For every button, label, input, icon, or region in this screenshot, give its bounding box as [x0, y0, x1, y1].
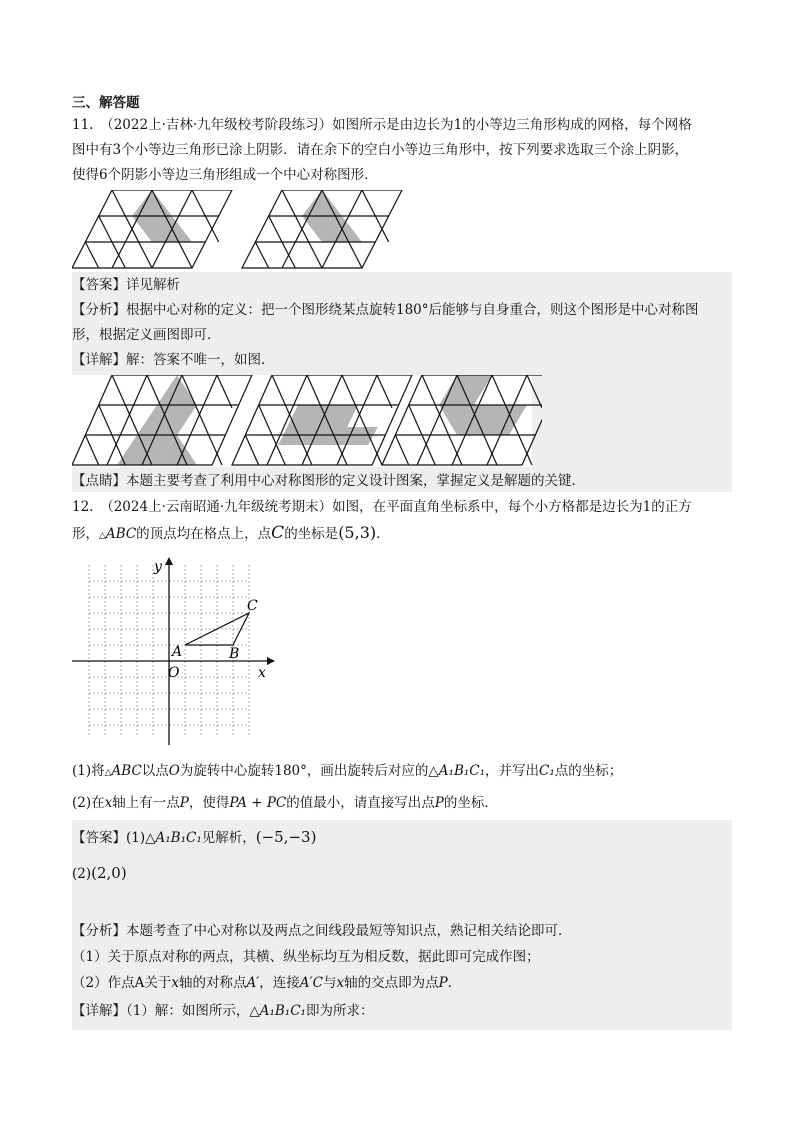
- q12-analysis-3: [72, 972, 732, 994]
- q12-text: 点的坐标；: [554, 763, 623, 779]
- answer-label: 【答案】: [72, 830, 126, 846]
- q11-answer-figures: [72, 375, 542, 467]
- q11-answer: 【答案】详见解析: [72, 277, 180, 293]
- triangle-a1b1c1: △A₁B₁C₁: [428, 763, 486, 779]
- point-c-label: C: [247, 598, 258, 614]
- q12-text: (2)在: [72, 795, 105, 811]
- q11-g2-shade-1: [302, 190, 342, 216]
- q12-answer-1: [72, 826, 732, 849]
- expr-pa-pc: PA + PC: [229, 795, 287, 811]
- point-a-label: A: [172, 644, 183, 660]
- q12-part1: [72, 760, 732, 784]
- segment-a-prime-c: A′C: [299, 975, 323, 991]
- q11-comment: 【点睛】本题主要考查了利用中心对称图形的定义设计图案，掌握定义是解题的关键．: [72, 473, 585, 489]
- point-o: O: [168, 763, 180, 779]
- q12-text: 为旋转中心旋转180°，画出旋转后对应的: [179, 763, 429, 779]
- q12-text: 的坐标是: [284, 526, 339, 542]
- var-p: P: [438, 975, 448, 991]
- q12-answer-2: [72, 862, 732, 885]
- q11-analysis-2: 形，根据定义画图即可．: [72, 327, 221, 343]
- answer-text: 见解析，: [201, 830, 256, 846]
- answer-part-num: (2): [72, 866, 92, 882]
- q12-text: (1)将: [72, 763, 105, 779]
- var-x: x: [104, 795, 113, 811]
- q12-detail: [72, 1000, 732, 1022]
- triangle-a1b1c1: △A₁B₁C₁: [145, 830, 202, 846]
- q12-text: 轴的对称点: [178, 975, 247, 991]
- q11-grid-2: [242, 190, 402, 268]
- q12-text: 的坐标．: [443, 795, 498, 811]
- q12-text: 即为所求：: [305, 1003, 374, 1019]
- triangle-abc: ABC: [111, 763, 142, 779]
- q11-line1: 11. （2022上·吉林·九年级校考阶段练习）如图所示是由边长为1的小等边三角形构成的网格，每个网格: [72, 117, 692, 133]
- q12-text: ，并写出: [485, 763, 540, 779]
- coordinate-grid: [72, 555, 292, 755]
- triangle-symbol: △: [99, 531, 106, 541]
- q12-text: ．: [376, 526, 390, 542]
- answer-part-num: (1): [126, 830, 146, 846]
- q11-line3: 使得6个阴影小等边三角形组成一个中心对称图形．: [72, 167, 378, 183]
- point-a-prime: A′: [246, 975, 260, 991]
- q12-text: 的值最小，请直接写出点: [286, 795, 435, 811]
- var-x: x: [336, 975, 345, 991]
- origin-label: O: [168, 665, 180, 681]
- var-x: x: [171, 975, 179, 991]
- q12-text: ，使得: [188, 795, 230, 811]
- q12-analysis-1: 【分析】本题考查了中心对称以及两点之间线段最短等知识点，熟记相关结论即可．: [72, 923, 572, 939]
- var-p: P: [434, 795, 444, 811]
- point-b-label: B: [229, 646, 240, 662]
- q12-part2: [72, 792, 732, 814]
- q12-text: ．: [447, 975, 462, 991]
- q12-text: 以点: [141, 763, 169, 779]
- triangle-a1b1c1: △A₁B₁C₁: [249, 1003, 306, 1019]
- q11-grid-1: [72, 190, 232, 268]
- q12-text: 轴的交点即为点: [344, 975, 439, 991]
- triangle-symbol: △: [104, 768, 112, 778]
- triangle-abc: ABC: [105, 526, 137, 542]
- point-c1: C₁: [539, 763, 555, 779]
- var-p: P: [179, 795, 189, 811]
- answer-c1-coordinate: (−5,−3): [255, 828, 317, 846]
- q11-g1-shade-1: [132, 190, 172, 216]
- q12-text: 与: [322, 975, 337, 991]
- q11-analysis-1: 【分析】根据中心对称的定义：把一个图形绕某点旋转180°后能够与自身重合，则这个图形是中心对称图: [72, 302, 699, 318]
- q12-line1: 12. （2024上·云南昭通·九年级统考期末）如图，在平面直角坐标系中，每个小方格都是边长为1的正方: [72, 499, 692, 515]
- q12-text: 的顶点均在格点上，点: [136, 526, 272, 542]
- axis-x-label: x: [258, 665, 266, 681]
- q11-question-figures: [72, 190, 472, 270]
- point-c: C: [271, 523, 285, 543]
- answer-p-coordinate: (2,0): [91, 864, 127, 882]
- c-coordinate: (5,3): [338, 523, 377, 542]
- q12-text: 形，: [72, 526, 99, 542]
- axis-y-label: y: [154, 559, 162, 575]
- q12-text: 【详解】（1）解：如图所示，: [72, 1003, 250, 1019]
- q12-line2: [72, 522, 732, 547]
- y-axis-arrow: [165, 557, 173, 565]
- q11-detail: 【详解】解：答案不唯一，如图．: [72, 352, 275, 368]
- q12-text: 轴上有一点: [112, 795, 180, 811]
- q12-analysis-2: （1）关于原点对称的两点，其横、纵坐标均互为相反数，据此即可完成作图；: [72, 949, 540, 965]
- x-axis-arrow: [267, 657, 275, 665]
- section-title: 三、解答题: [72, 95, 140, 111]
- q12-text: （2）作点A关于: [72, 975, 172, 991]
- q11-line2: 图中有3个小等边三角形已涂上阴影．请在余下的空白小等边三角形中，按下列要求选取三个涂上阴影，: [72, 142, 689, 158]
- q12-text: ，连接: [259, 975, 300, 991]
